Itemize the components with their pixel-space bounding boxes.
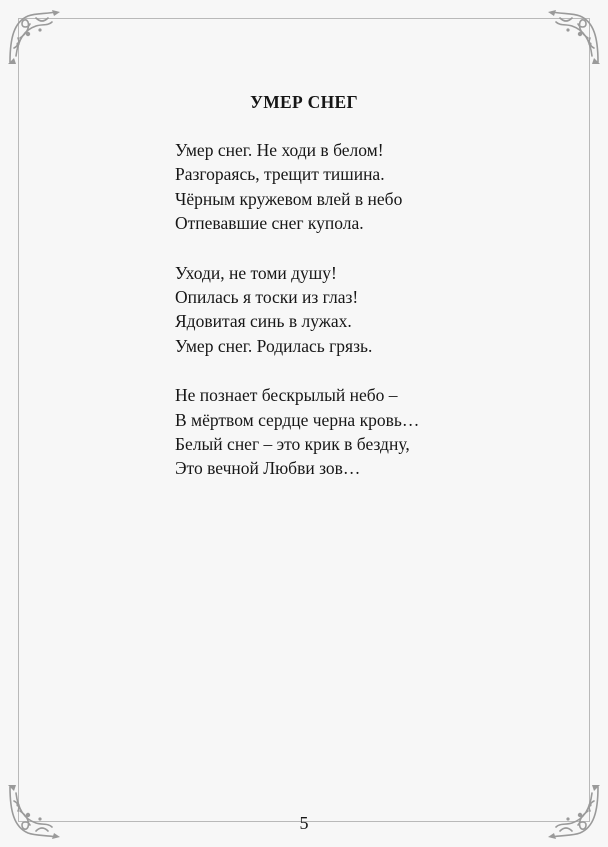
poem-body	[175, 138, 419, 506]
stanza-1	[175, 138, 419, 236]
page-number: 5	[299, 813, 309, 833]
poem-line: Отпевавшие снег купола.	[175, 213, 364, 234]
poem-line: Разгораясь, трещит тишина.	[175, 164, 385, 185]
stanza-3	[175, 383, 419, 481]
poem-line: Это вечной Любви зов…	[175, 458, 361, 479]
poem-line: Умер снег. Не ходи в белом!	[175, 140, 384, 160]
poem-line: Опилась я тоски из глаз!	[175, 287, 359, 308]
poem-line: Уходи, не томи душу!	[175, 262, 337, 283]
poem-line: Белый снег – это крик в бездну,	[175, 434, 410, 455]
poem-line: Чёрным кружевом влей в небо	[175, 188, 403, 209]
top-left-ornament-icon	[6, 8, 64, 66]
poem-line: Ядовитая синь в лужах.	[175, 311, 352, 332]
poem-line: Не познает бескрылый небо –	[175, 385, 398, 406]
stanza-2	[175, 261, 419, 359]
poem-line: В мёртвом сердце черна кровь…	[175, 409, 420, 430]
poem-title: УМЕР СНЕГ	[250, 92, 358, 112]
top-right-ornament-icon	[544, 8, 602, 66]
poem-line: Умер снег. Родилась грязь.	[175, 335, 373, 356]
